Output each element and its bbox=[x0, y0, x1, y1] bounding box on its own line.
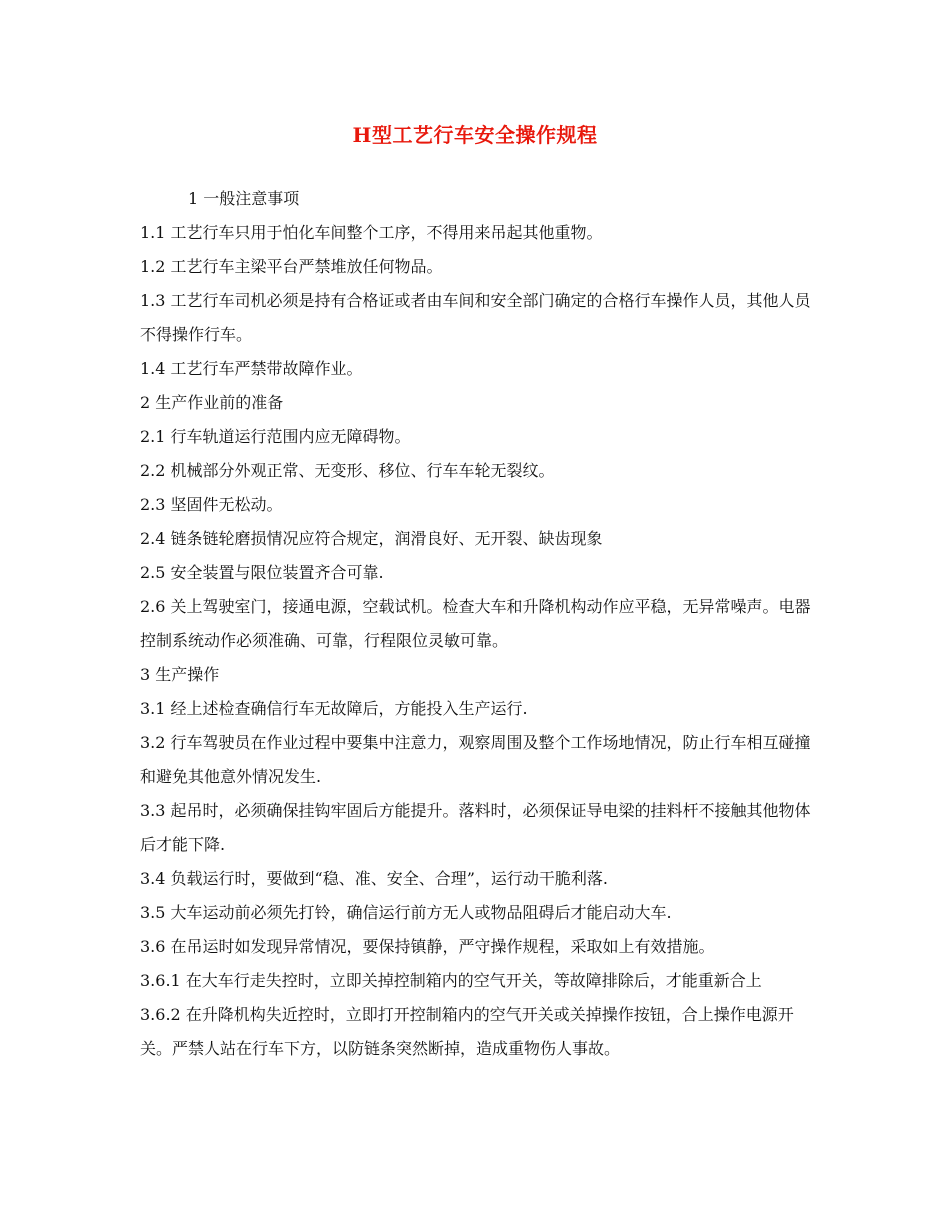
clause-3-1: 3.1 经上述检查确信行车无故障后，方能投入生产运行. bbox=[140, 699, 528, 718]
clause-2-4: 2.4 链条链轮磨损情况应符合规定，润滑良好、无开裂、缺齿现象 bbox=[140, 529, 603, 548]
clause-2-5: 2.5 安全装置与限位装置齐合可靠. bbox=[140, 563, 384, 582]
document-body bbox=[140, 182, 812, 1066]
clause-3-6-1: 3.6.1 在大车行走失控时，立即关掉控制箱内的空气开关，等故障排除后，才能重新合上 bbox=[140, 971, 762, 990]
clause-1-2: 1.2 工艺行车主梁平台严禁堆放任何物品。 bbox=[140, 257, 443, 276]
clause-1-4: 1.4 工艺行车严禁带故障作业。 bbox=[140, 359, 363, 378]
clause-1-1: 1.1 工艺行车只用于怕化车间整个工序，不得用来吊起其他重物。 bbox=[140, 223, 603, 242]
clause-3-6-2: 3.6.2 在升降机构失近控时，立即打开控制箱内的空气开关或关掉操作按钮，合上操作电源开关。严禁人站在行车下方，以防链条突然断掉，造成重物伤人事故。 bbox=[140, 1005, 794, 1058]
clause-3-6: 3.6 在吊运时如发现异常情况，要保持镇静，严守操作规程，采取如上有效措施。 bbox=[140, 937, 715, 956]
clause-3-4: 3.4 负载运行时，要做到“稳、准、安全、合理”，运行动干脆利落. bbox=[140, 869, 608, 888]
clause-2-1: 2.1 行车轨道运行范围内应无障碍物。 bbox=[140, 427, 411, 446]
section-heading-1: 1 一般注意事项 bbox=[188, 189, 300, 208]
clause-2-3: 2.3 坚固件无松动。 bbox=[140, 495, 283, 514]
clause-3-5: 3.5 大车运动前必须先打铃，确信运行前方无人或物品阻碍后才能启动大车. bbox=[140, 903, 672, 922]
clause-1-3: 1.3 工艺行车司机必须是持有合格证或者由车间和安全部门确定的合格行车操作人员，其他人员不得操作行车。 bbox=[140, 291, 811, 344]
clause-3-2: 3.2 行车驾驶员在作业过程中要集中注意力，观察周围及整个工作场地情况，防止行车相互碰撞和避免其他意外情况发生. bbox=[140, 733, 811, 786]
clause-2-2: 2.2 机械部分外观正常、无变形、移位、行车车轮无裂纹。 bbox=[140, 461, 555, 480]
clause-2-6: 2.6 关上驾驶室门，接通电源，空载试机。检查大车和升降机构动作应平稳，无异常噪声。电器控制系统动作必须准确、可靠，行程限位灵敏可靠。 bbox=[140, 597, 811, 650]
clause-3-3: 3.3 起吊时，必须确保挂钩牢固后方能提升。落料时，必须保证导电梁的挂料杆不接触其他物体后才能下降. bbox=[140, 801, 811, 854]
document-title: H型工艺行车安全操作规程 bbox=[352, 123, 598, 147]
section-heading-3: 3 生产操作 bbox=[140, 665, 220, 684]
section-heading-2: 2 生产作业前的准备 bbox=[140, 393, 284, 412]
